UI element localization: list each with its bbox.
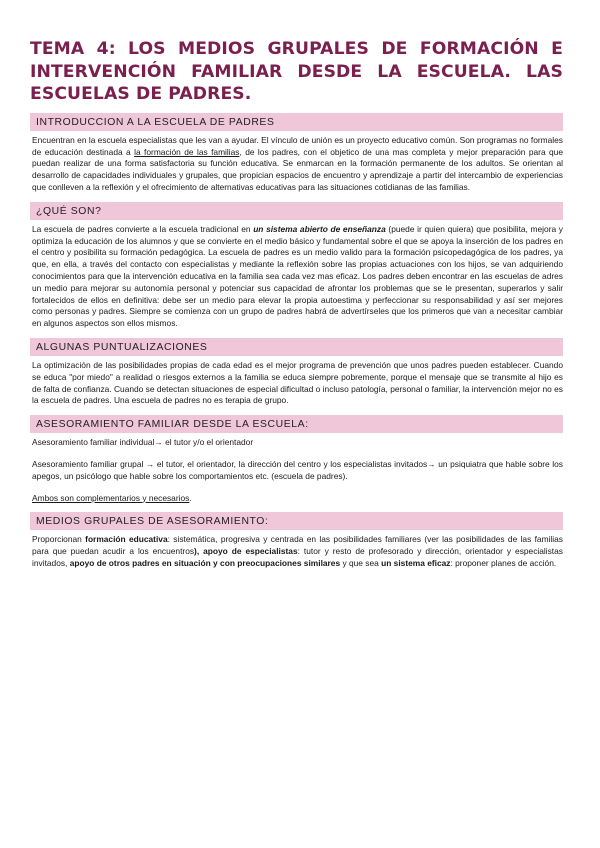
paragraph: La optimización de las posibilidades propias de cada edad es el mejor programa de prevención que unos padres pueden establecer. Cuando se educa "por miedo" a realidad o riesgos externos a la familia se educa siempre pobremente, porque el mensaje que se transmite al hijo es de falta de confianza. Cuando se detectan situaciones de especial dificultad o incluso patología, personal o familiar, la intervención mejor no es la escuela de padres. Una escuela de padres no es terapia de grupo. (32, 359, 563, 406)
section-heading: ALGUNAS PUNTUALIZACIONES (30, 338, 563, 356)
text-run: : sistemática, progresiva y centrada en las posibilidades familiares (ver las posibilidades de las familias para que puedan acudir a los encuentros (32, 534, 563, 557)
text-run: Encuentran en la escuela especialistas que les van a ayudar. El vínculo de unión es un proyecto educativo común. Son programas no formales de educación destinada a (32, 134, 563, 157)
paragraph (32, 534, 563, 569)
paragraph (32, 493, 563, 505)
text-run: : tutor y resto de profesorado y dirección, orientador y especialistas invitados, (32, 546, 563, 568)
underlined-text: Ambos son complementarios y necesarios (32, 492, 190, 503)
paragraph: Asesoramiento familiar grupal → el tutor, el orientador, la dirección del centro y los especialistas invitados→ un psiquiatra que hable sobre los apegos, un psicólogo que hable sobre los comportamientos etc. (escuela de padres). (32, 458, 563, 481)
section-que-son (30, 202, 563, 330)
text-run: , de los padres, con el objetico de una mas completa y mejor preparación para que puedan realizar de una forma satisfactoria su función educativa. Se enmarcan en la formación permanente de los adultos. Se orientan al desarrollo de capacidades individuales y grupales, que propician espacios de encuentro y aprendizaje a partir del intercambio de experiencias que conlleven a la reflexión y el ofrecimiento de alternativas educativas para las situaciones cotidianas de las familias. (32, 146, 563, 192)
underlined-text: la formación de las familias (134, 146, 240, 157)
document-title: TEMA 4: LOS MEDIOS GRUPALES DE FORMACIÓN E INTERVENCIÓN FAMILIAR DESDE LA ESCUELA. LAS ESCUELAS DE PADRES. (30, 39, 563, 105)
bold-text: un sistema eficaz (381, 557, 451, 568)
text-run: : proponer planes de acción. (450, 557, 557, 568)
section-medios-grupales (30, 512, 563, 569)
section-asesoramiento (30, 415, 563, 504)
text-run: (puede ir quien quiera) que posibilita, mejora y optimiza la educación de los alumnos y que se convierte en el medio básico y fundamental sobre el que se apoya la inserción de los padres en el centro y posibilita su formación pedagógica. La escuela de padres es un medio valido para la formación psicopedagógica de los padres, ya que, en ella, a través del contacto con especialistas y mediante la reflexión sobre las propias actuaciones con los hijos, se van adquiriendo conocimientos para que la intervención educativa en la familia sea cada vez mas eficaz. Los padres deben encontrar en las escuelas de adres un medio para mejorar su autonomía personal y potenciar sus capacidad de afrontar los problemas que se le presentan, superarlos y salir fortalecidos de ellos en definitiva: debe ser un medio para elevar la propia autoestima y perfeccionar su responsabilidad y así ser mejores como personas y padres. Siempre se comienza con un grupo de padres habrá de advertírseles que los primeros que van a necesitar cambiar en algunos aspectos son ellos mismos. (32, 223, 563, 329)
section-heading: ASESORAMIENTO FAMILIAR DESDE LA ESCUELA: (30, 415, 563, 433)
bold-text: apoyo de otros padres en situación y con preocupaciones similares (69, 557, 341, 568)
section-heading: ¿QUÉ SON? (30, 202, 563, 220)
bold-text: ), apoyo de especialistas (194, 546, 298, 557)
document-page (30, 38, 563, 570)
emphasis-text: un sistema abierto de enseñanza (253, 223, 386, 234)
section-heading: MEDIOS GRUPALES DE ASESORAMIENTO: (30, 512, 563, 530)
paragraph (32, 224, 563, 330)
text-run: y que sea (340, 557, 382, 568)
section-heading: INTRODUCCION A LA ESCUELA DE PADRES (30, 113, 563, 131)
section-puntualizaciones (30, 338, 563, 407)
paragraph (32, 135, 563, 194)
section-introduccion (30, 113, 563, 194)
paragraph: Asesoramiento familiar individual→ el tutor y/o el orientador (32, 437, 254, 448)
text-run: . (189, 492, 192, 503)
text-run: La escuela de padres convierte a la escuela tradicional en (32, 223, 254, 234)
text-run: Proporcionan (32, 534, 86, 545)
bold-text: formación educativa (85, 534, 168, 545)
